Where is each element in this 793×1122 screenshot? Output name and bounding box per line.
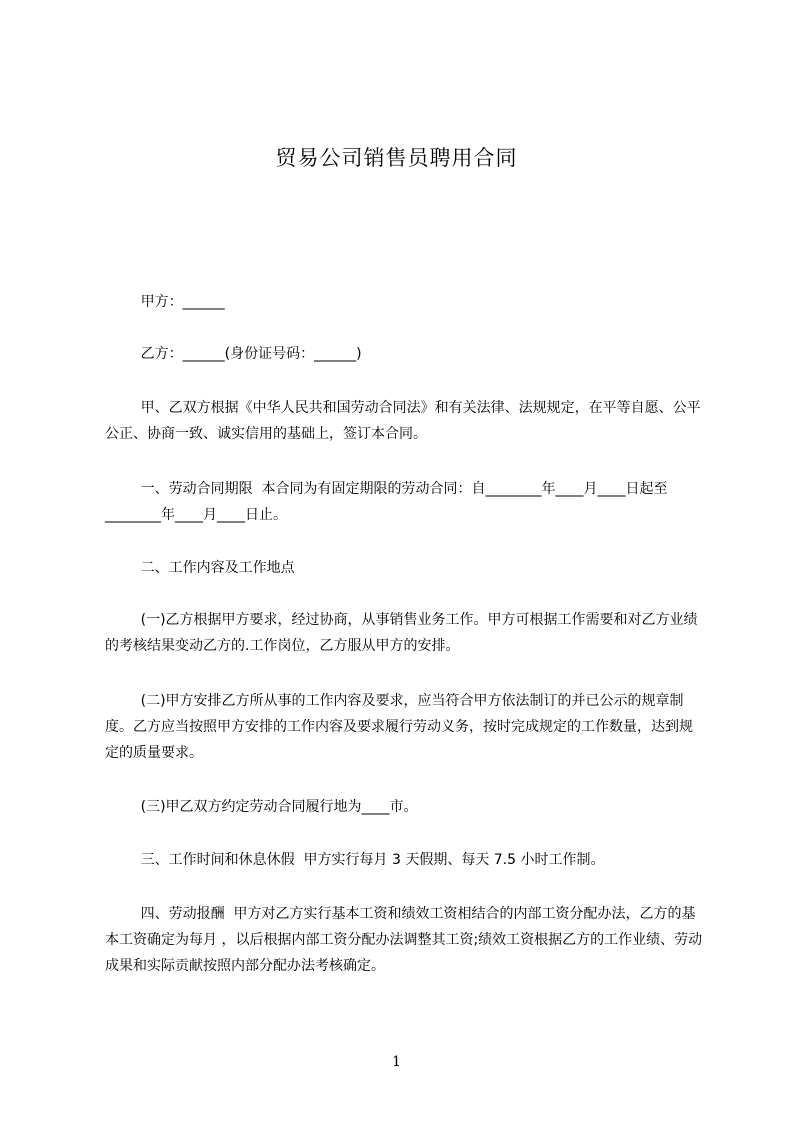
preamble-paragraph: 甲、乙双方根据《中华人民共和国劳动合同法》和有关法律、法规规定，在平等自愿、公平公正、协商一致、诚实信用的基础上，签订本合同。 [105, 400, 701, 442]
party-a-line: 甲方：______ [105, 294, 225, 310]
clause-2-item-3: (三)甲乙双方约定劳动合同履行地为____市。 [105, 799, 418, 815]
clause-1-term: 一、劳动合同期限 本合同为有固定期限的劳动合同：自________年____月____日起至________年____月____日止。 [105, 481, 668, 523]
clause-3-hours: 三、工作时间和休息休假 甲方实行每月 3 天假期、每天 7.5 小时工作制。 [105, 852, 605, 868]
clause-4-pay: 四、劳动报酬 甲方对乙方实行基本工资和绩效工资相结合的内部工资分配办法，乙方的基本工资确定为每月 ，以后根据内部工资分配办法调整其工资;绩效工资根据乙方的工作业绩、劳动成果和实际贡献按照内部分配办法考核确定。 [105, 906, 703, 974]
clause-2-item-1: (一)乙方根据甲方要求，经过协商，从事销售业务工作。甲方可根据工作需要和对乙方业绩的考核结果变动乙方的.工作岗位，乙方服从甲方的安排。 [105, 612, 698, 654]
party-b-line: 乙方：______(身份证号码：______) [105, 346, 362, 362]
clause-2-heading: 二、工作内容及工作地点 [105, 560, 295, 576]
document-title: 贸易公司销售员聘用合同 [275, 146, 518, 170]
clause-2-item-2: (二)甲方安排乙方所从事的工作内容及要求，应当符合甲方依法制订的并已公示的规章制度。乙方应当按照甲方安排的工作内容及要求履行劳动义务，按时完成规定的工作数量，达到规定的质量要求。 [105, 693, 693, 761]
page-number: 1 [392, 1054, 401, 1070]
